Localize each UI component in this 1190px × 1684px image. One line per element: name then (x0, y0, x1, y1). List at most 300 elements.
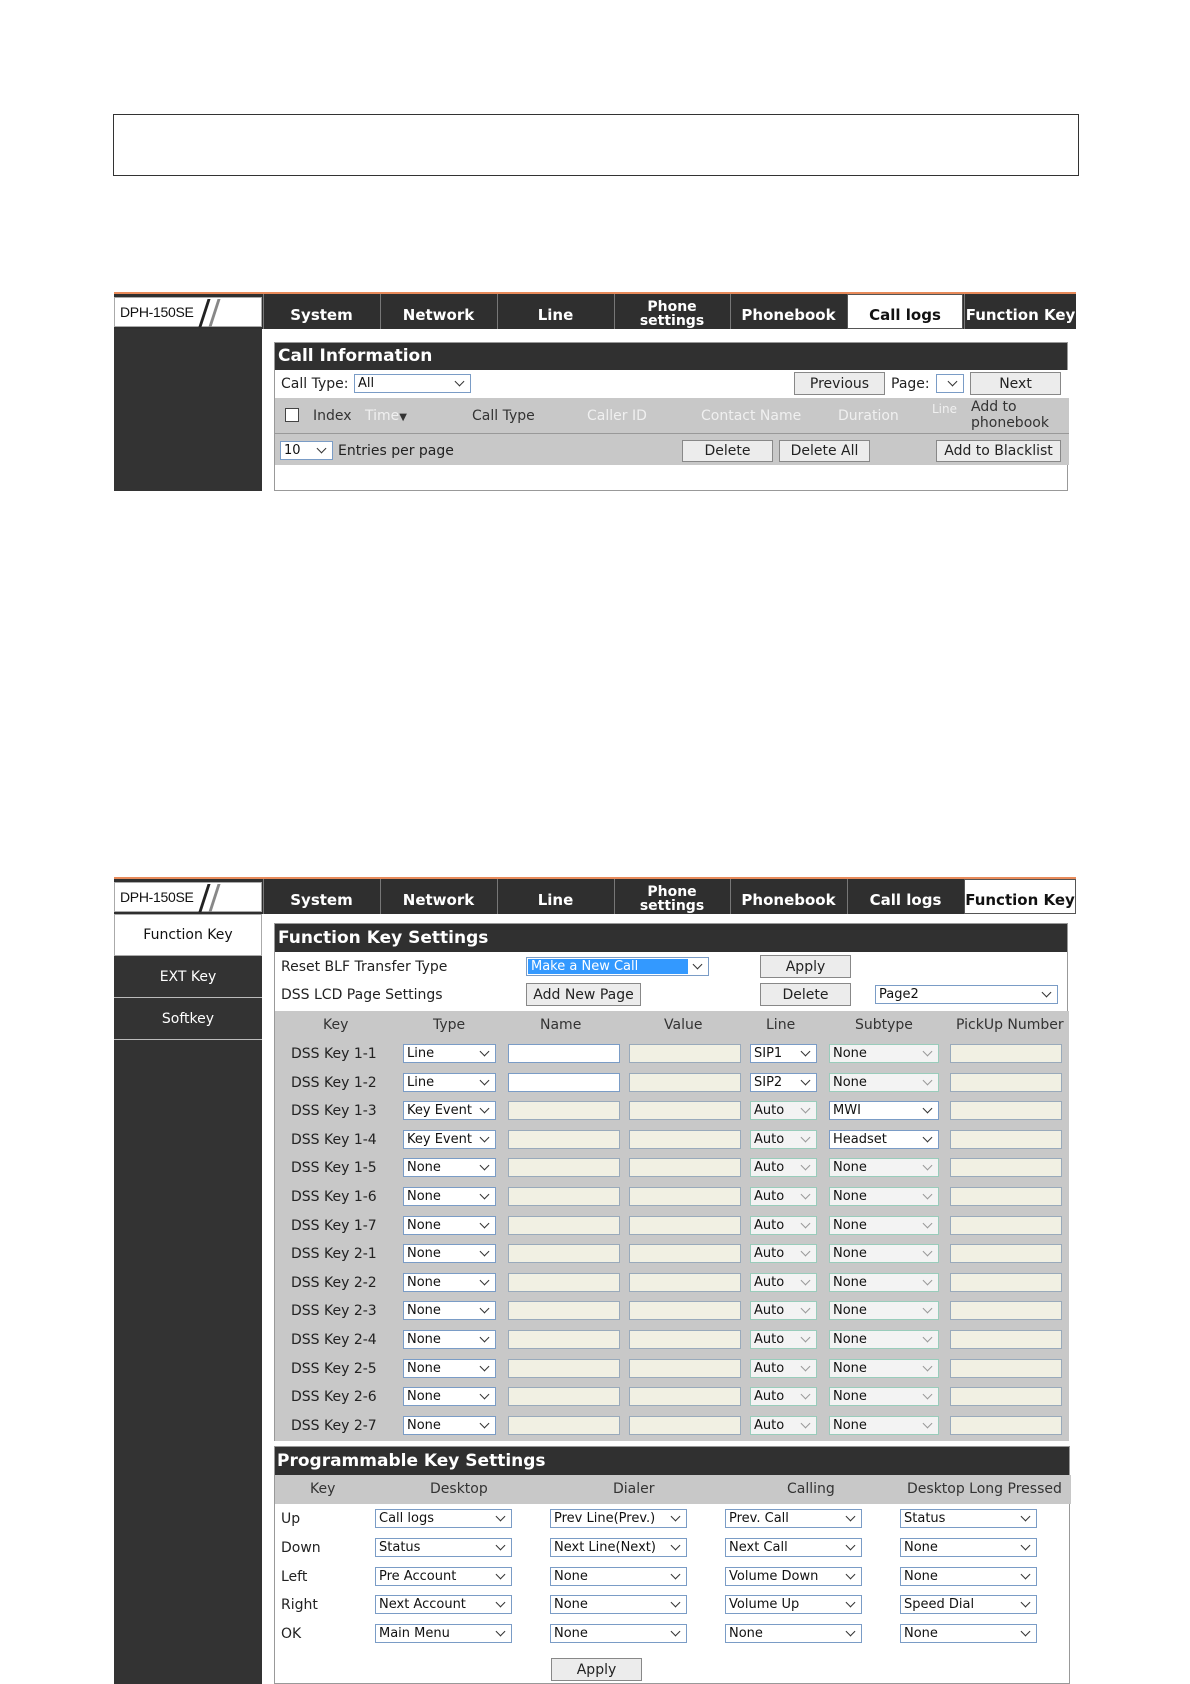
panel-title: Programmable Key Settings (275, 1447, 1069, 1475)
table-row (275, 1505, 1071, 1533)
pickup-number-input (950, 1130, 1062, 1149)
calling-select-value: Volume Up (729, 1597, 800, 1613)
type-select-value: Line (407, 1074, 435, 1090)
line-select[interactable] (750, 1073, 817, 1092)
name-input (508, 1216, 620, 1235)
add-to-phonebook-line2: phonebook (971, 415, 1049, 431)
table-row (275, 1070, 1069, 1098)
col-value: Value (664, 1017, 703, 1033)
chevron-down-icon (844, 1512, 858, 1525)
chevron-down-icon (799, 1219, 813, 1232)
col-calling: Calling (787, 1481, 835, 1497)
pickup-number-input (950, 1073, 1062, 1092)
tab-network[interactable]: Network (380, 294, 496, 329)
chevron-down-icon (478, 1390, 492, 1403)
type-select-value: None (407, 1332, 441, 1347)
chevron-down-icon (1019, 1627, 1033, 1640)
delete-button[interactable]: Delete (682, 440, 773, 462)
type-select[interactable] (403, 1416, 496, 1435)
name-input (508, 1130, 620, 1149)
call-logs-screen (114, 292, 1076, 491)
select-all-checkbox[interactable] (285, 408, 299, 422)
top-nav (114, 877, 1076, 914)
long-pressed-select-value: None (904, 1626, 938, 1642)
chevron-down-icon (921, 1362, 935, 1375)
type-select-value: None (407, 1360, 441, 1376)
sidebar-item-function-key[interactable]: Function Key (114, 914, 262, 956)
chevron-down-icon (478, 1276, 492, 1289)
function-key-panel (274, 923, 1068, 1441)
sidebar (114, 329, 262, 491)
value-input (629, 1187, 741, 1206)
dss-key-label: DSS Key 1-1 (291, 1046, 377, 1062)
chevron-down-icon (921, 1133, 935, 1146)
calling-select-value: None (729, 1626, 763, 1642)
line-select[interactable] (750, 1101, 817, 1120)
chevron-down-icon (921, 1390, 935, 1403)
name-input (508, 1301, 620, 1320)
type-select[interactable] (403, 1301, 496, 1320)
page-select[interactable] (936, 374, 964, 393)
subtype-select[interactable] (829, 1330, 939, 1349)
table-row (275, 1413, 1069, 1441)
dss-key-label: DSS Key 1-6 (291, 1189, 377, 1205)
desktop-select[interactable] (375, 1538, 512, 1557)
model-name: DPH-150SE (120, 304, 194, 320)
chevron-down-icon (478, 1304, 492, 1317)
value-input (629, 1158, 741, 1177)
chevron-down-icon (844, 1598, 858, 1611)
table-row (275, 1098, 1069, 1126)
name-input (508, 1244, 620, 1263)
desktop-select[interactable] (375, 1595, 512, 1614)
chevron-down-icon (1019, 1512, 1033, 1525)
dialer-select[interactable] (550, 1624, 687, 1643)
desktop-select-value: Main Menu (379, 1626, 450, 1642)
line-select-value: SIP1 (754, 1046, 783, 1061)
chevron-down-icon (921, 1219, 935, 1232)
pickup-number-input (950, 1301, 1062, 1320)
tab-system[interactable]: System (263, 294, 379, 329)
calling-select[interactable] (725, 1509, 862, 1528)
line-select-value: Auto (754, 1160, 785, 1176)
subtype-select-value: None (833, 1332, 867, 1347)
prog-key-label: Right (281, 1597, 318, 1614)
long-pressed-select[interactable] (900, 1567, 1037, 1586)
type-select-value: None (407, 1274, 441, 1290)
apply-blf-button[interactable]: Apply (760, 955, 851, 978)
subtype-select-value: None (833, 1189, 867, 1204)
line-select[interactable] (750, 1044, 817, 1063)
type-select[interactable] (403, 1244, 496, 1263)
subtype-select[interactable] (829, 1416, 939, 1435)
dss-key-label: DSS Key 2-3 (291, 1303, 377, 1320)
dialer-select[interactable] (550, 1509, 687, 1528)
chevron-down-icon (799, 1076, 813, 1089)
name-input (508, 1158, 620, 1177)
name-input (508, 1359, 620, 1378)
call-type-value: All (358, 376, 375, 391)
type-select-value: Key Event (407, 1103, 472, 1119)
chevron-down-icon (494, 1598, 508, 1611)
desktop-select-value: Status (379, 1539, 421, 1555)
pickup-number-input (950, 1244, 1062, 1263)
subtype-select[interactable] (829, 1187, 939, 1206)
type-select-value: None (407, 1160, 441, 1176)
chevron-down-icon (844, 1627, 858, 1640)
model-logo (114, 297, 262, 327)
tab-function-key[interactable]: Function Key (964, 294, 1076, 329)
add-new-page-button[interactable]: Add New Page (526, 983, 641, 1006)
type-select[interactable] (403, 1216, 496, 1235)
line-select[interactable] (750, 1273, 817, 1292)
chevron-down-icon (494, 1541, 508, 1554)
subtype-select[interactable] (829, 1216, 939, 1235)
pickup-number-input (950, 1158, 1062, 1177)
line-select-value: Auto (754, 1217, 785, 1233)
type-select[interactable] (403, 1387, 496, 1406)
long-pressed-select[interactable] (900, 1538, 1037, 1557)
type-select[interactable] (403, 1158, 496, 1177)
line-select[interactable] (750, 1130, 817, 1149)
previous-button[interactable]: Previous (794, 372, 885, 395)
chevron-down-icon (669, 1598, 683, 1611)
sort-desc-icon: ▼ (399, 412, 407, 423)
col-name: Name (540, 1017, 582, 1033)
tab-phone-settings[interactable]: Phone settings (614, 294, 729, 329)
col-duration: Duration (838, 408, 899, 424)
line-select[interactable] (750, 1359, 817, 1378)
type-select[interactable] (403, 1273, 496, 1292)
chevron-down-icon (921, 1276, 935, 1289)
col-pickup: PickUp Number (956, 1017, 1064, 1033)
chevron-down-icon (921, 1419, 935, 1432)
delete-all-button[interactable]: Delete All (779, 440, 870, 462)
value-input (629, 1416, 741, 1435)
call-info-panel (274, 342, 1068, 491)
type-select-value: None (407, 1389, 441, 1405)
apply-programmable-button[interactable]: Apply (551, 1658, 642, 1681)
dss-key-label: DSS Key 1-5 (291, 1160, 377, 1177)
chevron-down-icon (799, 1333, 813, 1346)
type-select[interactable] (403, 1130, 496, 1149)
next-button[interactable]: Next (970, 372, 1061, 395)
type-select-value: Line (407, 1046, 435, 1061)
chevron-down-icon (478, 1247, 492, 1260)
col-index: Index (313, 408, 352, 424)
chevron-down-icon (494, 1570, 508, 1583)
dialer-select-value: None (554, 1626, 588, 1642)
pickup-number-input (950, 1330, 1062, 1349)
value-input (629, 1273, 741, 1292)
line-select[interactable] (750, 1216, 817, 1235)
chevron-down-icon (1019, 1598, 1033, 1611)
tab-phonebook[interactable]: Phonebook (730, 294, 846, 329)
type-select-value: Key Event (407, 1131, 472, 1147)
tab-line[interactable]: Line (497, 294, 613, 329)
calling-select[interactable] (725, 1538, 862, 1557)
reset-blf-label: Reset BLF Transfer Type (281, 959, 448, 975)
value-input (629, 1387, 741, 1406)
value-input (629, 1244, 741, 1263)
line-select-value: Auto (754, 1103, 785, 1119)
add-to-blacklist-button[interactable]: Add to Blacklist (936, 440, 1061, 462)
line-select[interactable] (750, 1301, 817, 1320)
table-row (275, 1127, 1069, 1155)
subtype-select-value: Headset (833, 1131, 887, 1147)
value-input (629, 1359, 741, 1378)
pickup-number-input (950, 1216, 1062, 1235)
programmable-key-panel (274, 1446, 1070, 1684)
chevron-down-icon (921, 1076, 935, 1089)
entries-value: 10 (284, 443, 301, 458)
subtype-select-value: None (833, 1160, 867, 1176)
dss-lcd-label: DSS LCD Page Settings (281, 987, 443, 1003)
subtype-select-value: None (833, 1246, 867, 1262)
reset-blf-select[interactable] (526, 957, 709, 976)
model-logo (114, 882, 262, 912)
calling-select-value: Next Call (729, 1539, 788, 1555)
subtype-select[interactable] (829, 1158, 939, 1177)
type-select[interactable] (403, 1101, 496, 1120)
empty-frame (113, 114, 1079, 176)
subtype-select[interactable] (829, 1244, 939, 1263)
name-input[interactable] (508, 1073, 620, 1092)
dss-key-table (275, 1011, 1069, 1441)
dialer-select[interactable] (550, 1567, 687, 1586)
value-input (629, 1330, 741, 1349)
line-select-value: Auto (754, 1131, 785, 1147)
prog-key-label: Down (281, 1539, 321, 1556)
calling-select-value: Prev. Call (729, 1511, 789, 1526)
tab-system[interactable]: System (263, 879, 379, 914)
desktop-select[interactable] (375, 1624, 512, 1643)
subtype-select[interactable] (829, 1101, 939, 1120)
chevron-down-icon (478, 1219, 492, 1232)
subtype-select-value: None (833, 1389, 867, 1405)
calling-select[interactable] (725, 1624, 862, 1643)
dialer-select[interactable] (550, 1595, 687, 1614)
dss-key-label: DSS Key 2-6 (291, 1389, 377, 1406)
table-row (275, 1534, 1071, 1562)
calling-select-value: Volume Down (729, 1568, 819, 1584)
tab-phone-settings[interactable]: Phone settings (614, 879, 729, 914)
name-input (508, 1187, 620, 1206)
chevron-down-icon (1019, 1541, 1033, 1554)
chevron-down-icon (315, 444, 329, 457)
page-value: Page2 (879, 987, 919, 1002)
col-long-pressed: Desktop Long Pressed (907, 1481, 1062, 1497)
dss-key-label: DSS Key 2-4 (291, 1332, 377, 1348)
line-select[interactable] (750, 1158, 817, 1177)
sidebar-item-softkey[interactable]: Softkey (114, 998, 262, 1040)
table-row (275, 1591, 1071, 1619)
chevron-down-icon (921, 1247, 935, 1260)
line-select[interactable] (750, 1387, 817, 1406)
subtype-select-value: None (833, 1360, 867, 1376)
line-select-value: Auto (754, 1303, 785, 1319)
value-input (629, 1044, 741, 1063)
panel-title: Function Key Settings (275, 924, 1067, 952)
chevron-down-icon (799, 1133, 813, 1146)
type-select-value: None (407, 1217, 441, 1233)
chevron-down-icon (478, 1104, 492, 1117)
entries-select[interactable] (280, 441, 333, 460)
tab-call-logs[interactable]: Call logs (847, 879, 963, 914)
desktop-select-value: Call logs (379, 1511, 434, 1526)
chevron-down-icon (478, 1190, 492, 1203)
pickup-number-input (950, 1416, 1062, 1435)
long-pressed-select-value: Speed Dial (904, 1597, 975, 1613)
value-input (629, 1130, 741, 1149)
value-input (629, 1101, 741, 1120)
dialer-select-value: Next Line(Next) (554, 1539, 656, 1555)
calling-select[interactable] (725, 1567, 862, 1586)
table-row (275, 1270, 1069, 1298)
type-select[interactable] (403, 1044, 496, 1063)
dss-key-label: DSS Key 1-4 (291, 1131, 377, 1148)
name-input (508, 1387, 620, 1406)
subtype-select[interactable] (829, 1359, 939, 1378)
name-input (508, 1273, 620, 1292)
chevron-down-icon (946, 377, 960, 390)
dialer-select[interactable] (550, 1538, 687, 1557)
chevron-down-icon (799, 1190, 813, 1203)
col-line: Line (932, 402, 958, 416)
subtype-select[interactable] (829, 1073, 939, 1092)
pickup-number-input (950, 1101, 1062, 1120)
chevron-down-icon (1040, 988, 1054, 1001)
chevron-down-icon (478, 1362, 492, 1375)
long-pressed-select-value: Status (904, 1511, 946, 1526)
chevron-down-icon (669, 1512, 683, 1525)
long-pressed-select[interactable] (900, 1624, 1037, 1643)
page-select[interactable] (875, 985, 1058, 1004)
name-input (508, 1330, 620, 1349)
chevron-down-icon (921, 1104, 935, 1117)
tab-phonebook[interactable]: Phonebook (730, 879, 846, 914)
chevron-down-icon (478, 1047, 492, 1060)
tab-line[interactable]: Line (497, 879, 613, 914)
chevron-down-icon (844, 1570, 858, 1583)
chevron-down-icon (799, 1304, 813, 1317)
type-select[interactable] (403, 1359, 496, 1378)
subtype-select-value: None (833, 1417, 867, 1433)
table-row (275, 1298, 1069, 1326)
line-select[interactable] (750, 1416, 817, 1435)
entries-label: Entries per page (338, 443, 454, 459)
line-select[interactable] (750, 1330, 817, 1349)
chevron-down-icon (799, 1390, 813, 1403)
dss-key-label: DSS Key 2-7 (291, 1417, 377, 1434)
col-type: Type (433, 1017, 466, 1033)
table-row (275, 1184, 1069, 1212)
subtype-select[interactable] (829, 1130, 939, 1149)
tab-function-key[interactable]: Function Key (964, 879, 1076, 914)
desktop-select-value: Next Account (379, 1597, 466, 1613)
chevron-down-icon (1019, 1570, 1033, 1583)
col-key: Key (310, 1481, 336, 1497)
delete-page-button[interactable]: Delete (760, 983, 851, 1006)
line-select[interactable] (750, 1244, 817, 1263)
type-select-value: None (407, 1303, 441, 1319)
name-input[interactable] (508, 1044, 620, 1063)
table-row (275, 1155, 1069, 1183)
tab-call-logs[interactable]: Call logs (847, 294, 963, 329)
chevron-down-icon (478, 1419, 492, 1432)
chevron-down-icon (669, 1541, 683, 1554)
line-select-value: Auto (754, 1189, 785, 1204)
dss-key-label: DSS Key 1-7 (291, 1217, 377, 1234)
subtype-select-value: MWI (833, 1103, 861, 1119)
pickup-number-input (950, 1359, 1062, 1378)
desktop-select[interactable] (375, 1509, 512, 1528)
chevron-down-icon (478, 1133, 492, 1146)
table-row (275, 1327, 1069, 1355)
subtype-select[interactable] (829, 1044, 939, 1063)
chevron-down-icon (478, 1161, 492, 1174)
type-select-value: None (407, 1189, 441, 1204)
call-type-select[interactable] (354, 374, 471, 393)
long-pressed-select-value: None (904, 1539, 938, 1555)
long-pressed-select[interactable] (900, 1595, 1037, 1614)
col-time[interactable] (365, 408, 407, 424)
pickup-number-input (950, 1387, 1062, 1406)
chevron-down-icon (844, 1541, 858, 1554)
name-input (508, 1416, 620, 1435)
sidebar (114, 914, 262, 1684)
table-row (275, 1213, 1069, 1241)
desktop-select[interactable] (375, 1567, 512, 1586)
chevron-down-icon (921, 1161, 935, 1174)
add-to-phonebook-line1: Add to (971, 399, 1017, 415)
col-key: Key (323, 1017, 349, 1033)
tab-network[interactable]: Network (380, 879, 496, 914)
col-dialer: Dialer (613, 1481, 655, 1497)
long-pressed-select[interactable] (900, 1509, 1037, 1528)
subtype-select[interactable] (829, 1387, 939, 1406)
type-select[interactable] (403, 1187, 496, 1206)
type-select[interactable] (403, 1073, 496, 1092)
chevron-down-icon (494, 1512, 508, 1525)
col-caller-id: Caller ID (587, 408, 647, 424)
reset-blf-value: Make a New Call (528, 959, 688, 974)
page-label: Page: (891, 376, 930, 392)
chevron-down-icon (921, 1190, 935, 1203)
value-input (629, 1216, 741, 1235)
subtype-select-value: None (833, 1074, 867, 1090)
call-type-label: Call Type: (281, 376, 349, 392)
model-name: DPH-150SE (120, 889, 194, 905)
subtype-select[interactable] (829, 1273, 939, 1292)
dss-key-label: DSS Key 1-2 (291, 1074, 377, 1091)
chevron-down-icon (799, 1104, 813, 1117)
dss-key-label: DSS Key 2-5 (291, 1360, 377, 1377)
subtype-select[interactable] (829, 1301, 939, 1320)
type-select[interactable] (403, 1330, 496, 1349)
chevron-down-icon (453, 377, 467, 390)
line-select[interactable] (750, 1187, 817, 1206)
sidebar-item-ext-key[interactable]: EXT Key (114, 956, 262, 998)
line-select-value: Auto (754, 1417, 785, 1433)
long-pressed-select-value: None (904, 1568, 938, 1584)
line-select-value: SIP2 (754, 1074, 783, 1090)
name-input (508, 1101, 620, 1120)
calling-select[interactable] (725, 1595, 862, 1614)
panel-title: Call Information (275, 343, 1067, 370)
table-row (275, 1563, 1071, 1591)
prog-key-header (275, 1475, 1071, 1504)
